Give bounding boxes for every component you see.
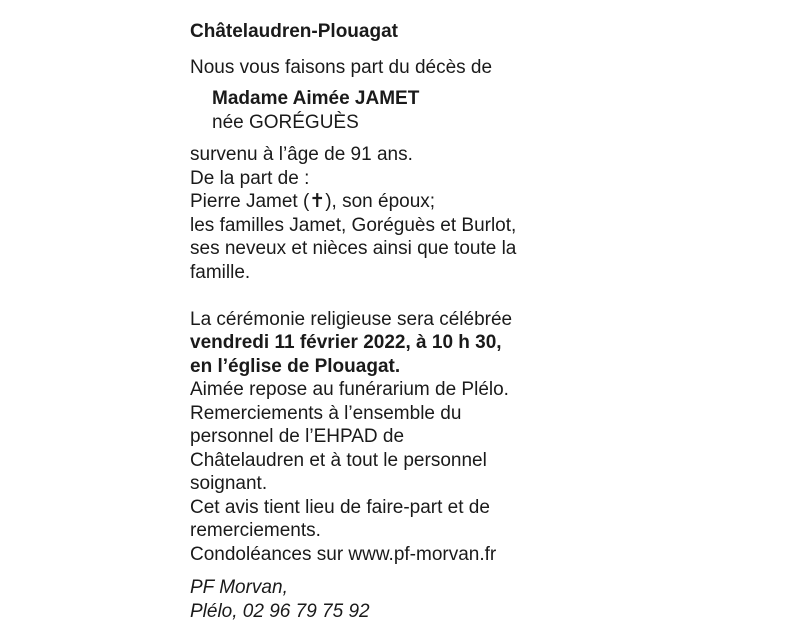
signature-block: [190, 576, 570, 623]
ceremony-intro: La cérémonie religieuse sera célébrée: [190, 308, 513, 330]
age-line: survenu à l’âge de 91 ans.: [190, 144, 413, 165]
from-label: De la part de :: [190, 167, 310, 189]
closing-line: remerciements.: [190, 520, 321, 541]
paragraph-spacer: [190, 284, 570, 308]
closing-line: personnel de l’EHPAD de: [190, 426, 405, 447]
ceremony-place: en l’église de Plouagat.: [190, 355, 401, 377]
intro-text: Nous vous faisons part du décès de: [190, 56, 493, 78]
closing-line: Cet avis tient lieu de faire-part et de: [190, 496, 490, 518]
spouse-line: [190, 190, 570, 214]
family-line: ses neveux et nièces ainsi que toute la: [190, 238, 517, 259]
cross-icon: ✝: [309, 191, 326, 212]
condolences-line: Condoléances sur www.pf-morvan.fr: [190, 543, 497, 565]
closing-line: Remerciements à l’ensemble du: [190, 402, 462, 424]
deceased-maiden-name: née GORÉGUÈS: [212, 111, 359, 133]
ceremony-date: vendredi 11 février 2022, à 10 h 30,: [190, 332, 502, 353]
family-block: [190, 143, 570, 284]
closing-line: soignant.: [190, 473, 268, 494]
locality-heading: Châtelaudren-Plouagat: [190, 21, 398, 42]
ceremony-block: [190, 308, 570, 567]
deceased-name: Madame Aimée JAMET: [212, 88, 420, 109]
spouse-name: Pierre Jamet (: [190, 191, 310, 212]
family-line: les familles Jamet, Goréguès et Burlot,: [190, 214, 517, 236]
funeral-home-contact: Plélo, 02 96 79 75 92: [190, 600, 370, 622]
deceased-block: [212, 87, 570, 134]
funeral-home-name: PF Morvan,: [190, 577, 288, 598]
obituary-notice: [190, 20, 570, 623]
spouse-relation: ), son époux;: [325, 191, 436, 212]
closing-line: Châtelaudren et à tout le personnel: [190, 449, 487, 471]
closing-line: Aimée repose au funérarium de Plélo.: [190, 379, 509, 400]
family-line: famille.: [190, 261, 251, 283]
